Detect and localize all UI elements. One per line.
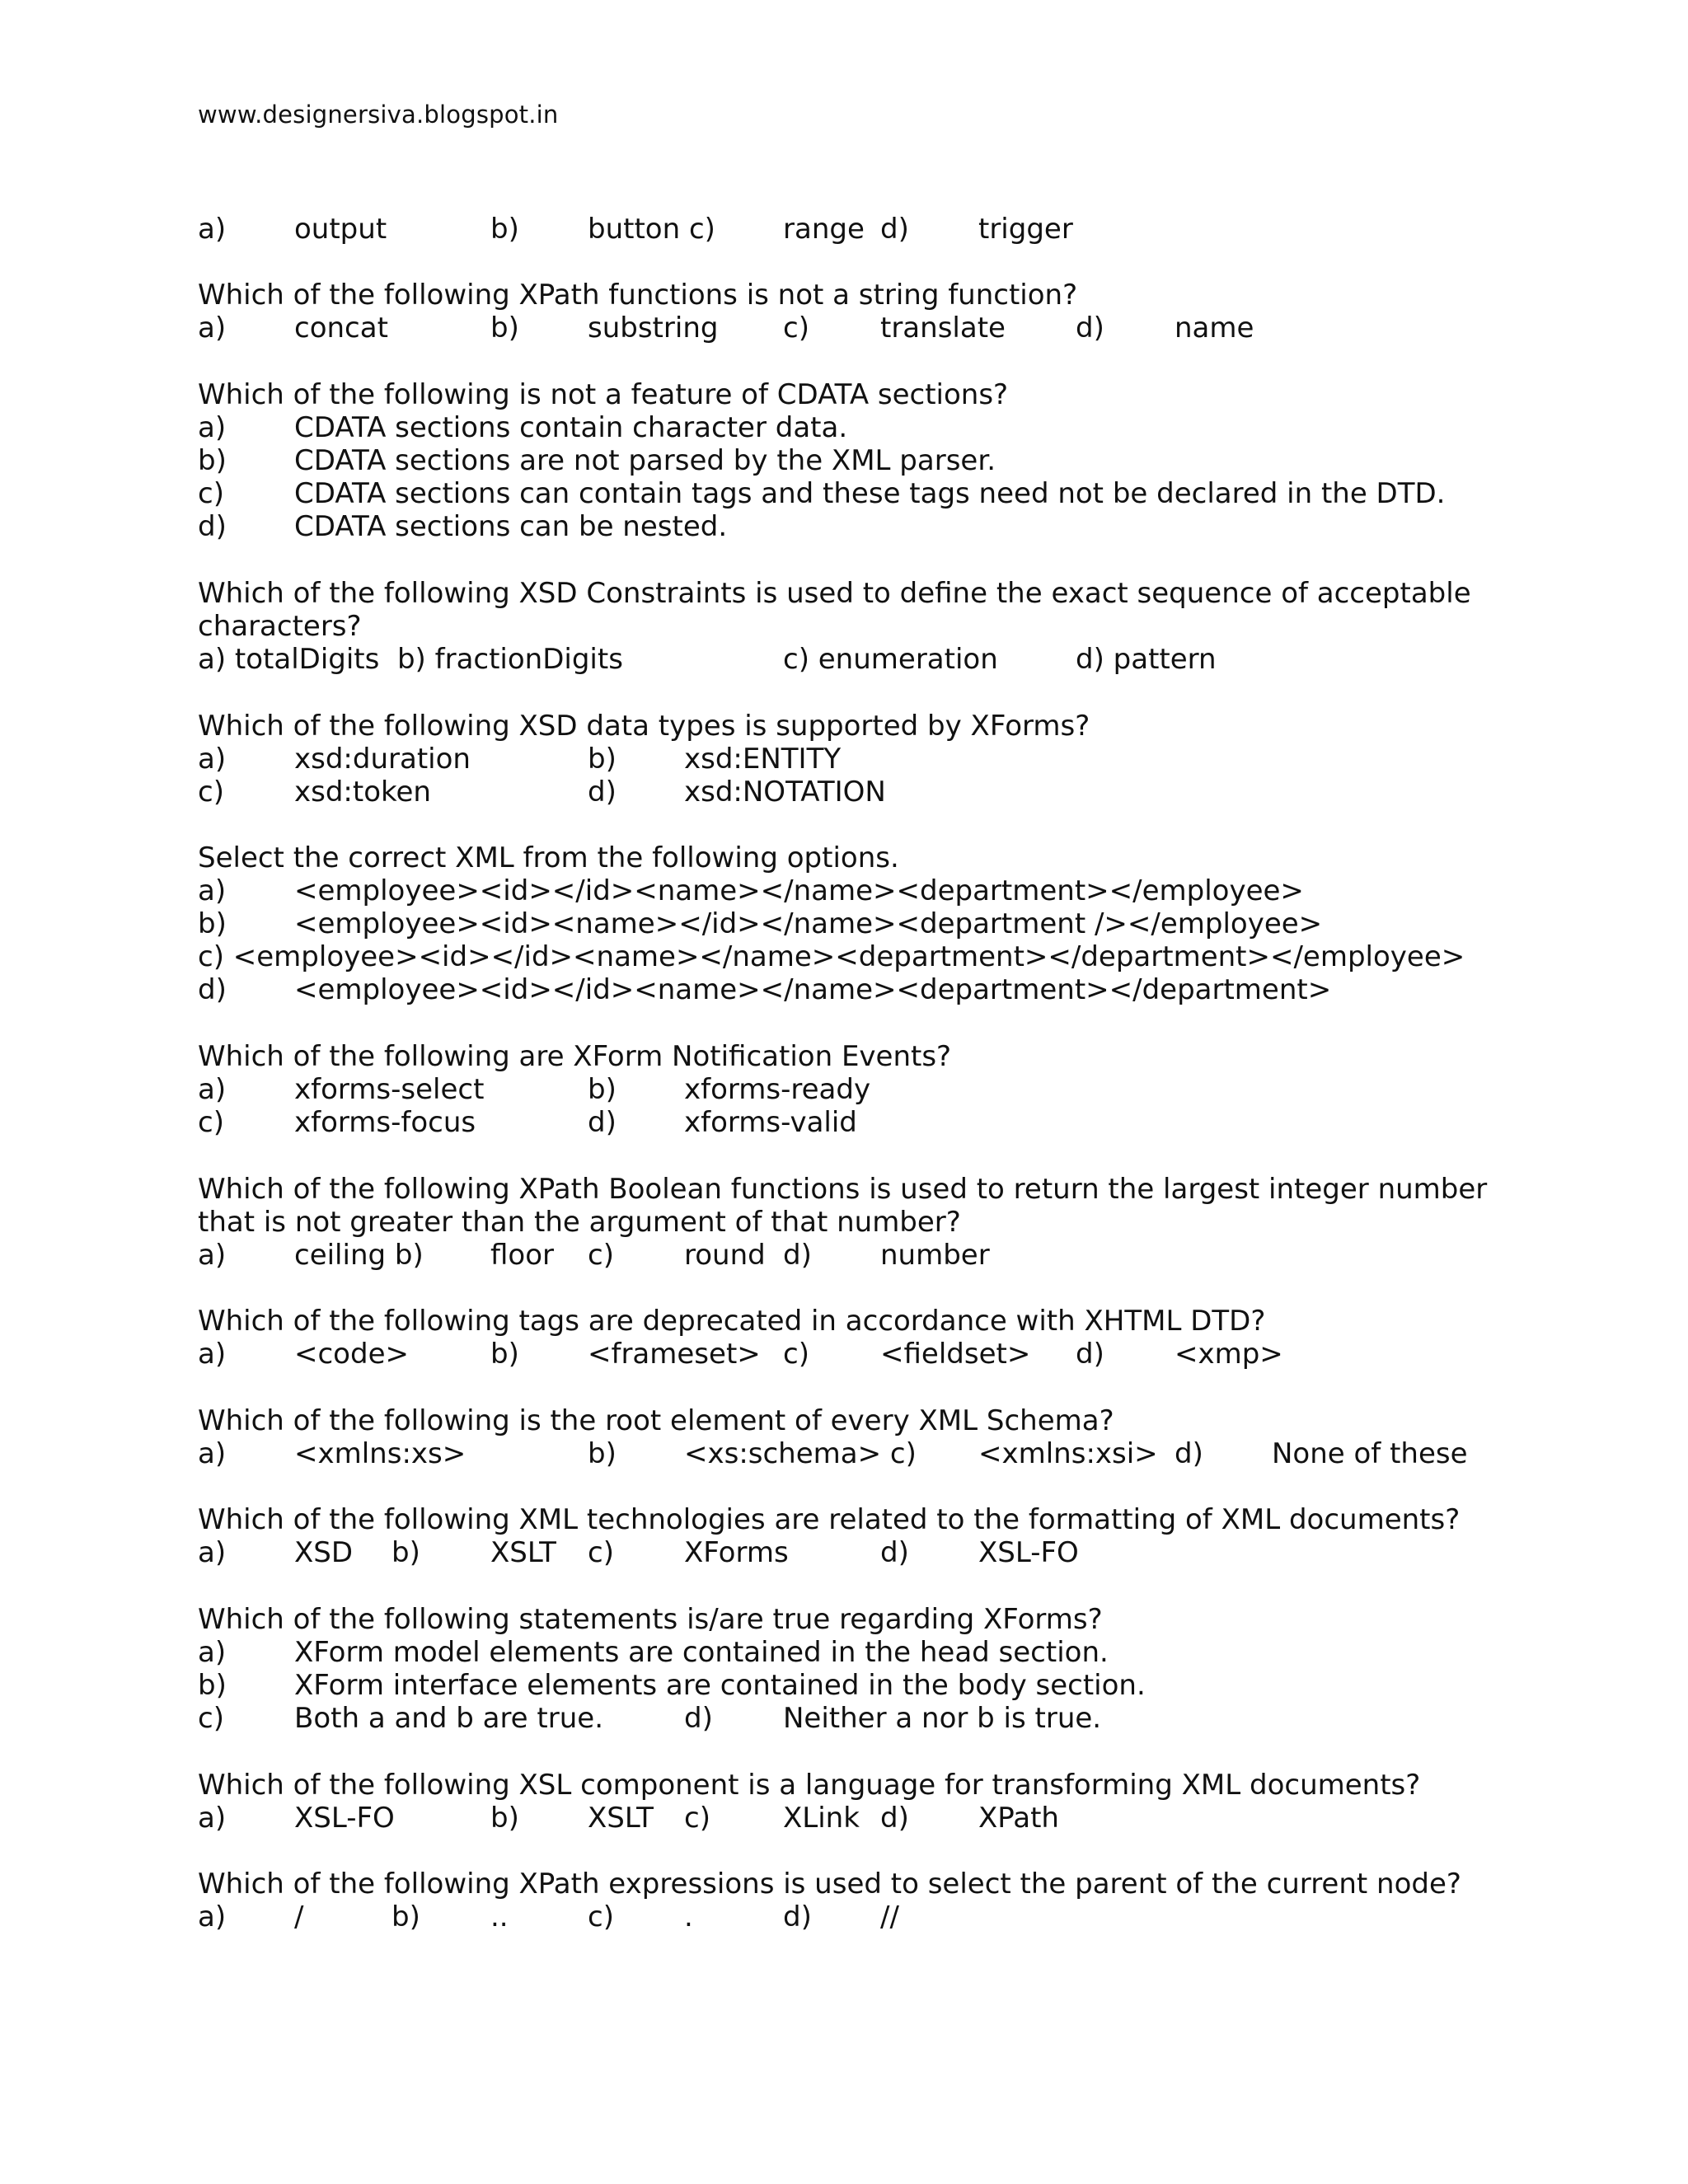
question-text: Which of the following XML technologies are related to the formatting of XML documents? — [198, 1503, 1461, 1536]
option-text: trigger — [978, 213, 1073, 246]
option-label: a) — [198, 1073, 227, 1106]
option-label: c) — [783, 1338, 809, 1371]
option-label: d) — [198, 510, 227, 543]
option-text: xsd:NOTATION — [684, 776, 886, 808]
option-text: c) <employee><id></id><name></name><department></department></employee> — [198, 940, 1465, 973]
option-label: b) — [198, 444, 227, 477]
option-label: d) — [880, 1802, 909, 1835]
option-label: d) — [1076, 1338, 1104, 1371]
option-text: <xs:schema> c) — [684, 1437, 917, 1470]
option-label: b) — [490, 213, 519, 246]
option-text: XForms — [684, 1536, 789, 1569]
option-text: <employee><id><name></id></name><department /></employee> — [294, 907, 1323, 940]
option-label: b) — [392, 1536, 420, 1569]
option-label: b) — [198, 1669, 227, 1702]
option-label: a) — [198, 312, 227, 344]
question-text: Which of the following tags are deprecated in accordance with XHTML DTD? — [198, 1305, 1266, 1338]
option-label: a) — [198, 213, 227, 246]
option-text: ceiling b) — [294, 1239, 424, 1272]
option-text: Both a and b are true. — [294, 1702, 603, 1735]
option-text: output — [294, 213, 387, 246]
option-text: XSLT — [490, 1536, 556, 1569]
option-text: a) totalDigits b) fractionDigits — [198, 643, 623, 676]
option-text: xforms-ready — [684, 1073, 871, 1106]
option-label: a) — [198, 1437, 227, 1470]
question-text: Which of the following XSL component is a language for transforming XML documents? — [198, 1769, 1421, 1802]
option-text: floor — [490, 1239, 554, 1272]
option-label: d) — [684, 1702, 713, 1735]
option-text: xsd:ENTITY — [684, 743, 842, 776]
option-text: button c) — [588, 213, 715, 246]
question-text: Which of the following statements is/are true regarding XForms? — [198, 1603, 1103, 1636]
option-label: d) — [783, 1239, 812, 1272]
option-text: XLink — [783, 1802, 860, 1835]
option-label: a) — [198, 1900, 227, 1933]
option-text: translate — [880, 312, 1006, 344]
option-text: d) pattern — [1076, 643, 1217, 676]
question-text: Which of the following XSD Constraints is used to define the exact sequence of acceptable — [198, 577, 1471, 610]
option-text: .. — [490, 1900, 509, 1933]
option-label: c) — [198, 1702, 224, 1735]
option-label: c) — [588, 1536, 614, 1569]
option-text: <frameset> — [588, 1338, 761, 1371]
option-label: a) — [198, 1802, 227, 1835]
option-text: <xmp> — [1175, 1338, 1283, 1371]
option-label: b) — [490, 312, 519, 344]
question-text: Which of the following XPath Boolean functions is used to return the largest integer number — [198, 1173, 1488, 1206]
option-label: a) — [198, 1239, 227, 1272]
option-label: b) — [392, 1900, 420, 1933]
option-label: d) — [1076, 312, 1104, 344]
option-text: xsd:token — [294, 776, 431, 808]
option-text: <xmlns:xs> — [294, 1437, 467, 1470]
option-label: d) — [588, 1106, 617, 1139]
option-text: substring — [588, 312, 719, 344]
question-text: Which of the following XPath expressions is used to select the parent of the current node? — [198, 1868, 1461, 1900]
option-text: XSL-FO — [294, 1802, 395, 1835]
option-text: <xmlns:xsi> — [978, 1437, 1158, 1470]
option-label: d) — [880, 1536, 909, 1569]
option-text: concat — [294, 312, 388, 344]
option-label: a) — [198, 411, 227, 444]
option-text: <employee><id></id><name></name><department></department> — [294, 973, 1332, 1006]
option-label: c) — [588, 1900, 614, 1933]
question-text: Select the correct XML from the following options. — [198, 841, 899, 874]
question-text: Which of the following are XForm Notification Events? — [198, 1040, 952, 1073]
option-text: XPath — [978, 1802, 1059, 1835]
option-text: XSLT — [588, 1802, 654, 1835]
option-text: XSD — [294, 1536, 354, 1569]
option-text: <code> — [294, 1338, 409, 1371]
option-label: c) — [198, 1106, 224, 1139]
option-label: b) — [588, 1437, 617, 1470]
option-text: c) enumeration — [783, 643, 998, 676]
question-text: Which of the following is the root element of every XML Schema? — [198, 1404, 1114, 1437]
option-label: d) — [198, 973, 227, 1006]
question-text: Which of the following is not a feature of CDATA sections? — [198, 378, 1009, 411]
option-label: d) — [588, 776, 617, 808]
option-text: // — [880, 1900, 899, 1933]
question-text: Which of the following XSD data types is supported by XForms? — [198, 710, 1090, 743]
option-text: Neither a nor b is true. — [783, 1702, 1102, 1735]
option-text: XForm model elements are contained in the head section. — [294, 1636, 1109, 1669]
option-label: b) — [198, 907, 227, 940]
option-text: None of these — [1272, 1437, 1468, 1470]
option-label: a) — [198, 1536, 227, 1569]
option-label: b) — [588, 743, 617, 776]
option-text: xforms-valid — [684, 1106, 857, 1139]
option-text: xforms-select — [294, 1073, 485, 1106]
option-label: c) — [684, 1802, 710, 1835]
option-text: round — [684, 1239, 766, 1272]
option-text: <fieldset> — [880, 1338, 1031, 1371]
option-label: a) — [198, 1338, 227, 1371]
option-label: c) — [783, 312, 809, 344]
option-text: <employee><id></id><name></name><department></employee> — [294, 874, 1304, 907]
option-label: b) — [588, 1073, 617, 1106]
option-text: range — [783, 213, 865, 246]
option-text: xsd:duration — [294, 743, 471, 776]
option-label: c) — [588, 1239, 614, 1272]
option-text: CDATA sections contain character data. — [294, 411, 848, 444]
option-text: CDATA sections can be nested. — [294, 510, 728, 543]
option-text: CDATA sections are not parsed by the XML parser. — [294, 444, 996, 477]
question-text: that is not greater than the argument of that number? — [198, 1206, 961, 1239]
option-label: b) — [490, 1338, 519, 1371]
option-text: XForm interface elements are contained in the body section. — [294, 1669, 1146, 1702]
option-text: CDATA sections can contain tags and these tags need not be declared in the DTD. — [294, 477, 1446, 510]
option-text: number — [880, 1239, 990, 1272]
option-label: d) — [1175, 1437, 1203, 1470]
option-label: a) — [198, 1636, 227, 1669]
option-text: xforms-focus — [294, 1106, 476, 1139]
option-text: / — [294, 1900, 304, 1933]
option-label: b) — [490, 1802, 519, 1835]
option-label: a) — [198, 874, 227, 907]
option-text: . — [684, 1900, 693, 1933]
option-label: d) — [783, 1900, 812, 1933]
question-text: Which of the following XPath functions is not a string function? — [198, 279, 1078, 312]
question-text: characters? — [198, 610, 362, 643]
site-url-header: www.designersiva.blogspot.in — [198, 101, 559, 129]
option-label: c) — [198, 477, 224, 510]
option-label: a) — [198, 743, 227, 776]
option-text: XSL-FO — [978, 1536, 1079, 1569]
option-label: d) — [880, 213, 909, 246]
option-label: c) — [198, 776, 224, 808]
option-text: name — [1175, 312, 1254, 344]
